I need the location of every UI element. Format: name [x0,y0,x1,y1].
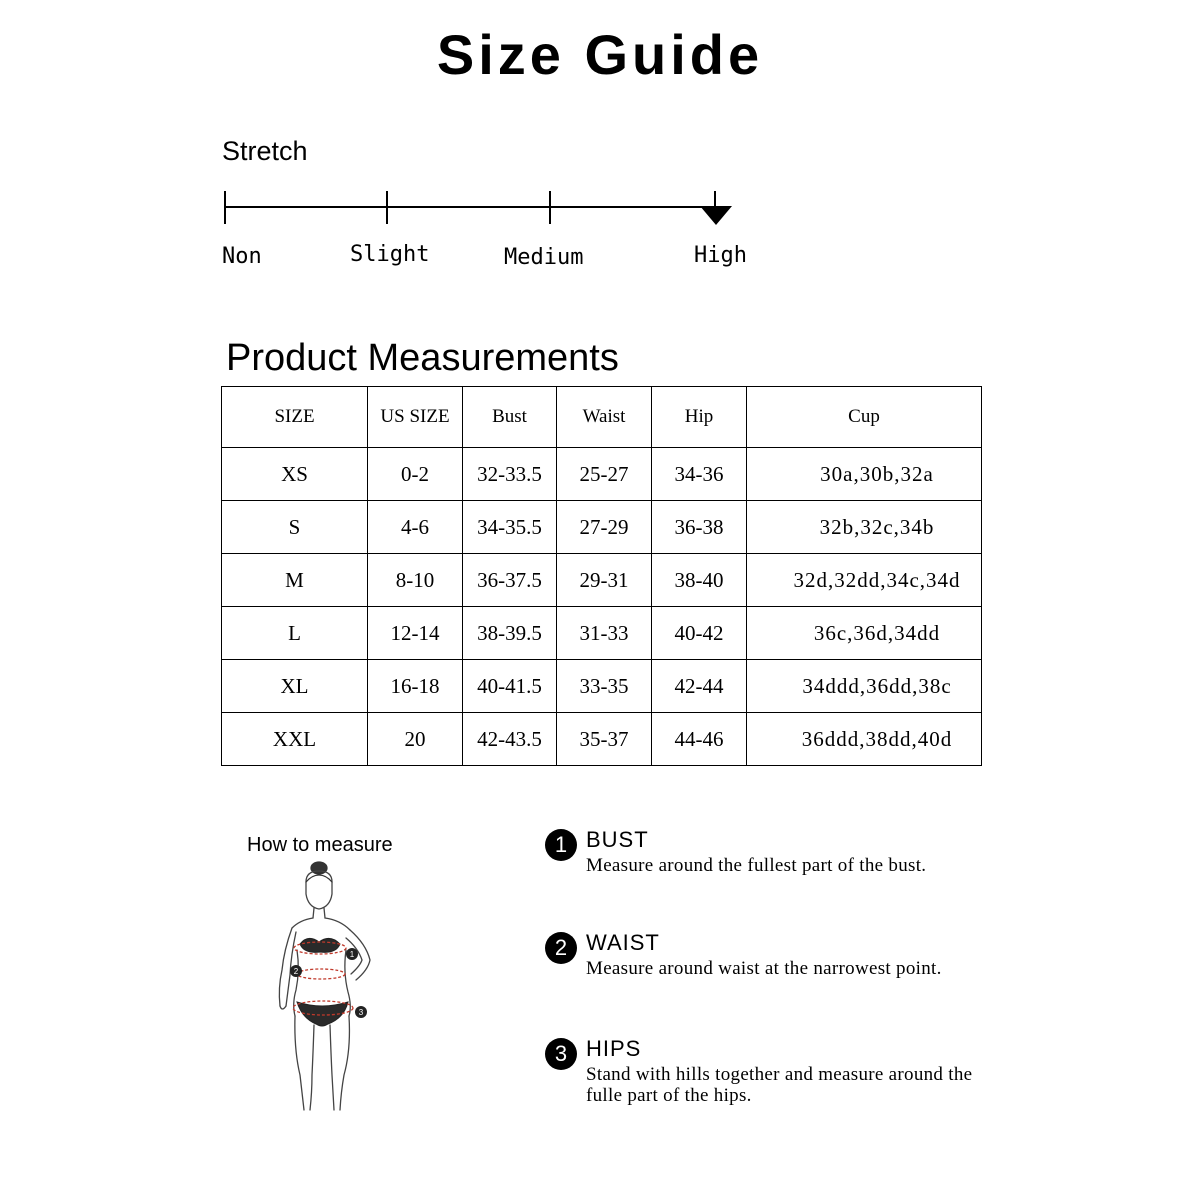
cell-waist: 35-37 [557,713,652,766]
cell-us-size: 4-6 [368,501,463,554]
step-title-hips: HIPS [586,1036,642,1061]
table-row [222,713,982,766]
figure-marker-2: 2 [293,967,299,976]
header-us-size: US SIZE [368,387,463,448]
step-number-1-icon: 1 [545,829,577,861]
cell-waist: 27-29 [557,501,652,554]
header-bust: Bust [463,387,557,448]
cell-us-size: 16-18 [368,660,463,713]
step-number-3-icon: 3 [545,1038,577,1070]
table-header-row [222,387,982,448]
cell-waist: 31-33 [557,607,652,660]
cell-waist: 33-35 [557,660,652,713]
cell-bust: 38-39.5 [463,607,557,660]
cell-waist: 29-31 [557,554,652,607]
cell-size: S [222,501,368,554]
cell-hip: 38-40 [652,554,747,607]
step-desc-bust: Measure around the fullest part of the bust. [586,855,927,876]
cell-hip: 42-44 [652,660,747,713]
cell-cup: 30a,30b,32a [747,448,982,501]
cell-bust: 36-37.5 [463,554,557,607]
step-title-bust: BUST [586,827,649,852]
stretch-scale [215,185,745,230]
cell-cup: 36c,36d,34dd [747,607,982,660]
table-row [222,501,982,554]
stretch-level-slight: Slight [350,242,430,267]
stretch-label: Stretch [222,136,308,166]
cell-hip: 36-38 [652,501,747,554]
cell-cup: 32b,32c,34b [747,501,982,554]
table-row [222,448,982,501]
how-to-measure-label: How to measure [247,834,393,856]
figure-marker-1: 1 [349,950,355,959]
cell-waist: 25-27 [557,448,652,501]
cell-bust: 34-35.5 [463,501,557,554]
stretch-selected-marker-icon [700,206,732,225]
stretch-level-non: Non [222,244,262,269]
body-figure-illustration [248,860,408,1115]
step-number-2-icon: 2 [545,932,577,964]
cell-hip: 44-46 [652,713,747,766]
cell-size: XL [222,660,368,713]
cell-bust: 42-43.5 [463,713,557,766]
header-cup: Cup [747,387,982,448]
step-desc-waist: Measure around waist at the narrowest point. [586,958,942,979]
step-desc-hips: Stand with hills together and measure around the fulle part of the hips. [586,1064,973,1106]
cell-bust: 32-33.5 [463,448,557,501]
header-hip: Hip [652,387,747,448]
cell-bust: 40-41.5 [463,660,557,713]
cell-hip: 34-36 [652,448,747,501]
waist-measure-line [297,969,345,979]
step-title-waist: WAIST [586,930,660,955]
stretch-level-medium: Medium [504,245,584,270]
cell-cup: 32d,32dd,34c,34d [747,554,982,607]
cell-us-size: 0-2 [368,448,463,501]
cell-size: M [222,554,368,607]
header-waist: Waist [557,387,652,448]
page-title: Size Guide [436,23,764,86]
header-size: SIZE [222,387,368,448]
cell-us-size: 12-14 [368,607,463,660]
stretch-level-high: High [694,243,747,268]
cell-us-size: 20 [368,713,463,766]
table-row [222,554,982,607]
size-table [221,386,982,766]
cell-cup: 36ddd,38dd,40d [747,713,982,766]
figure-marker-3: 3 [358,1008,364,1017]
table-row [222,660,982,713]
product-measurements-title: Product Measurements [226,337,619,379]
cell-hip: 40-42 [652,607,747,660]
cell-us-size: 8-10 [368,554,463,607]
cell-size: XXL [222,713,368,766]
cell-size: L [222,607,368,660]
table-row [222,607,982,660]
cell-size: XS [222,448,368,501]
cell-cup: 34ddd,36dd,38c [747,660,982,713]
